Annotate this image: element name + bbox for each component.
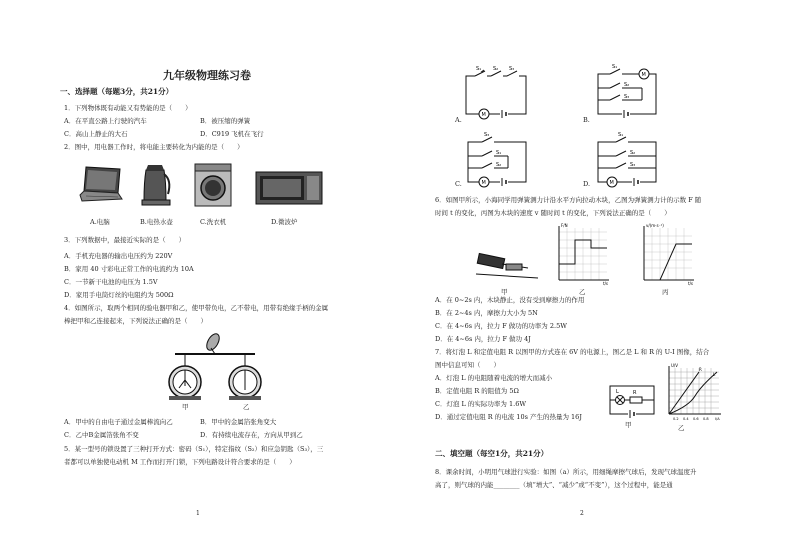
circuit-a-s2: S₂ xyxy=(493,66,499,72)
section-1-heading: 一、选择题（每题3分，共21分） xyxy=(60,87,174,96)
q4-stem-line2: 棒把甲和乙连接起来，下列说法正确的是（ ） xyxy=(64,317,207,325)
q7-option-a: A．灯泡 L 的电阻随着电流的增大而减小 xyxy=(435,374,553,382)
q2-option-a: A.电脑 xyxy=(90,218,110,226)
q3-option-d: D．家用手电筒灯丝的电阻约为 500Ω xyxy=(64,291,174,299)
electric-kettle-image xyxy=(138,162,174,208)
circuit-d-label: D. xyxy=(583,180,591,188)
q7-u-i-graph xyxy=(659,362,725,424)
circuit-d-s1: S₁ xyxy=(618,132,624,138)
q7-graph-curve-l: L xyxy=(713,372,716,377)
circuit-d xyxy=(592,132,662,188)
q6-option-c: C．在 4~6s 内，拉力 F 做功的功率为 2.5W xyxy=(435,322,567,330)
q6-option-a: A．在 0~2s 内，木块静止，没有受到摩擦力的作用 xyxy=(435,296,585,304)
washing-machine-image xyxy=(193,162,233,208)
page-number-2: 2 xyxy=(580,510,584,517)
circuit-a-label: A. xyxy=(455,116,462,124)
circuit-b xyxy=(592,62,662,122)
q6-stem-line2: 时间 t 的变化，丙图为木块的速度 v 随时间 t 的变化，下列说法正确的是（ ） xyxy=(435,209,671,217)
q7-graph-xtick-3: 0.6 xyxy=(693,417,699,421)
circuit-d-motor: M xyxy=(609,180,614,186)
q4-label-jia: 甲 xyxy=(182,403,189,411)
circuit-a xyxy=(462,62,530,122)
q2-stem: 2．图中，用电器工作时，将电能主要转化为内能的是（ ） xyxy=(64,143,244,151)
q7-stem-line1: 7．将灯泡 L 和定值电阻 R 以图甲的方式连在 6V 的电源上，图乙是 L 和 R 的 U-I 图像，结合 xyxy=(435,348,710,356)
circuit-c xyxy=(462,132,532,188)
laptop-image xyxy=(78,165,124,207)
circuit-d-s3: S₃ xyxy=(630,162,636,168)
circuit-c-motor: M xyxy=(481,180,486,186)
q6-velocity-time-graph xyxy=(632,222,697,286)
circuit-b-label: B. xyxy=(583,116,590,124)
q4-option-c: C．乙中B金属箔张角不变 xyxy=(64,431,139,439)
q7-graph-xlabel: I/A xyxy=(715,417,720,421)
q7-stem-line2: 图中信息可知（ ） xyxy=(435,361,500,369)
q7-option-b: B．定值电阻 R 的阻值为 5Ω xyxy=(435,387,519,395)
q6-graph-bing-ylabel: v/(m·s⁻¹) xyxy=(646,223,664,228)
q4-stem-line1: 4．如图所示，取两个相同的验电器甲和乙，使甲带负电，乙不带电，用带有绝缘手柄的金属 xyxy=(64,304,329,312)
electroscope-figure xyxy=(155,330,275,412)
q4-option-b: B．甲中的金属箔张角变大 xyxy=(200,418,277,426)
q7-circuit-r: R xyxy=(633,390,637,396)
q8-line2-end: （填“增大”、“减少”或“不变”），这个过程中，能是通 xyxy=(519,481,673,489)
q7-option-d: D．通过定值电阻 R 的电流 10s 产生的热量为 16J xyxy=(435,413,582,421)
q7-circuit xyxy=(604,380,659,420)
q8-line2-start: 高了，则气球的内能 xyxy=(435,481,494,489)
q4-label-yi: 乙 xyxy=(243,403,250,411)
q1-stem: 1．下列物体既有动能又有势能的是（ ） xyxy=(64,104,192,112)
q8-line1: 8．课余时间，小明用气球进行实验：如图（a）所示，用细绳摩擦气球后，发现气球温度升 xyxy=(435,468,697,476)
circuit-c-s3: S₃ xyxy=(484,132,490,138)
q3-stem: 3．下列数据中，最接近实际的是（ ） xyxy=(64,236,186,244)
circuit-c-s1: S₁ xyxy=(496,150,502,156)
circuit-c-label: C. xyxy=(455,180,462,188)
q8-answer-blank[interactable]: ________ xyxy=(493,481,520,489)
q7-fig-yi-label: 乙 xyxy=(678,424,685,432)
q6-graph-bing-xlabel: t/s xyxy=(688,281,693,286)
circuit-c-s2: S₂ xyxy=(496,162,502,168)
q1-option-a: A．在平直公路上行驶的汽车 xyxy=(64,117,147,125)
q3-option-b: B．家用 40 寸彩电正常工作的电流约为 10A xyxy=(64,265,194,273)
q6-fig-bing-label: 丙 xyxy=(662,288,669,296)
q5-stem-line1: 5．某一型号的锁设置了三种打开方式：密码（S₁），特定指纹（S₂）和应急钥匙（S₃），三 xyxy=(64,445,324,453)
q1-option-d: D．C919 飞机在飞行 xyxy=(200,130,264,138)
section-2-heading: 二、填空题（每空1分，共21分） xyxy=(435,449,549,458)
q6-graph-yi-ylabel: F/N xyxy=(561,223,568,228)
q3-option-c: C．一节新干电池的电压为 1.5V xyxy=(64,278,158,286)
circuit-b-s2: S₂ xyxy=(624,82,630,88)
q2-option-b: B.电热水壶 xyxy=(140,218,173,226)
q1-option-b: B．被压缩的弹簧 xyxy=(200,117,251,125)
q6-graph-yi-xlabel: t/s xyxy=(603,281,608,286)
q7-graph-xtick-2: 0.4 xyxy=(683,417,689,421)
q3-option-a: A．手机充电器的输出电压约为 220V xyxy=(64,252,173,260)
q7-fig-jia-label: 甲 xyxy=(625,421,632,429)
q4-option-d: D．有持续电流存在，方向从甲到乙 xyxy=(200,431,303,439)
q7-graph-ylabel: U/V xyxy=(671,363,679,368)
q4-option-a: A．甲中的自由电子通过金属棒流向乙 xyxy=(64,418,173,426)
right-page xyxy=(397,0,794,550)
q6-spring-scale-figure xyxy=(472,238,542,288)
q2-option-c: C.洗衣机 xyxy=(200,218,227,226)
q6-option-b: B．在 2~4s 内，摩擦力大小为 5N xyxy=(435,309,538,317)
q7-graph-xtick-4: 0.8 xyxy=(703,417,709,421)
q7-option-c: C．灯泡 L 的实际功率为 1.6W xyxy=(435,400,527,408)
q6-force-time-graph xyxy=(547,222,612,286)
circuit-a-s1: S₁ xyxy=(476,66,482,72)
circuit-d-s2: S₂ xyxy=(630,150,636,156)
page-title: 九年级物理练习卷 xyxy=(163,69,251,82)
q6-fig-yi-label: 乙 xyxy=(579,288,586,296)
q7-graph-curve-r: R xyxy=(699,367,702,372)
q8-line2 xyxy=(435,481,673,489)
page-number-1: 1 xyxy=(196,510,200,517)
q2-option-d: D.微波炉 xyxy=(271,218,298,226)
circuit-b-s3: S₃ xyxy=(624,94,630,100)
q7-circuit-l: L xyxy=(616,389,619,395)
circuit-a-s3: S₃ xyxy=(509,66,515,72)
q6-stem-line1: 6．如图甲所示，小海同学用弹簧测力计沿水平方向拉动木块，乙图为弹簧测力计的示数 F 随 xyxy=(435,196,702,204)
q7-graph-xtick-1: 0.2 xyxy=(673,417,679,421)
circuit-a-motor: M xyxy=(481,112,486,118)
q1-option-c: C．高山上静止的大石 xyxy=(64,130,128,138)
microwave-image xyxy=(255,170,323,206)
q6-fig-jia-label: 甲 xyxy=(501,288,508,296)
circuit-b-motor: M xyxy=(641,72,646,78)
q6-option-d: D．在 4~6s 内，拉力 F 做功 4J xyxy=(435,335,531,343)
circuit-b-s1: S₁ xyxy=(612,64,618,70)
q5-stem-line2: 者都可以单独使电动机 M 工作而打开门锁，下列电路设计符合要求的是（ ） xyxy=(64,458,296,466)
